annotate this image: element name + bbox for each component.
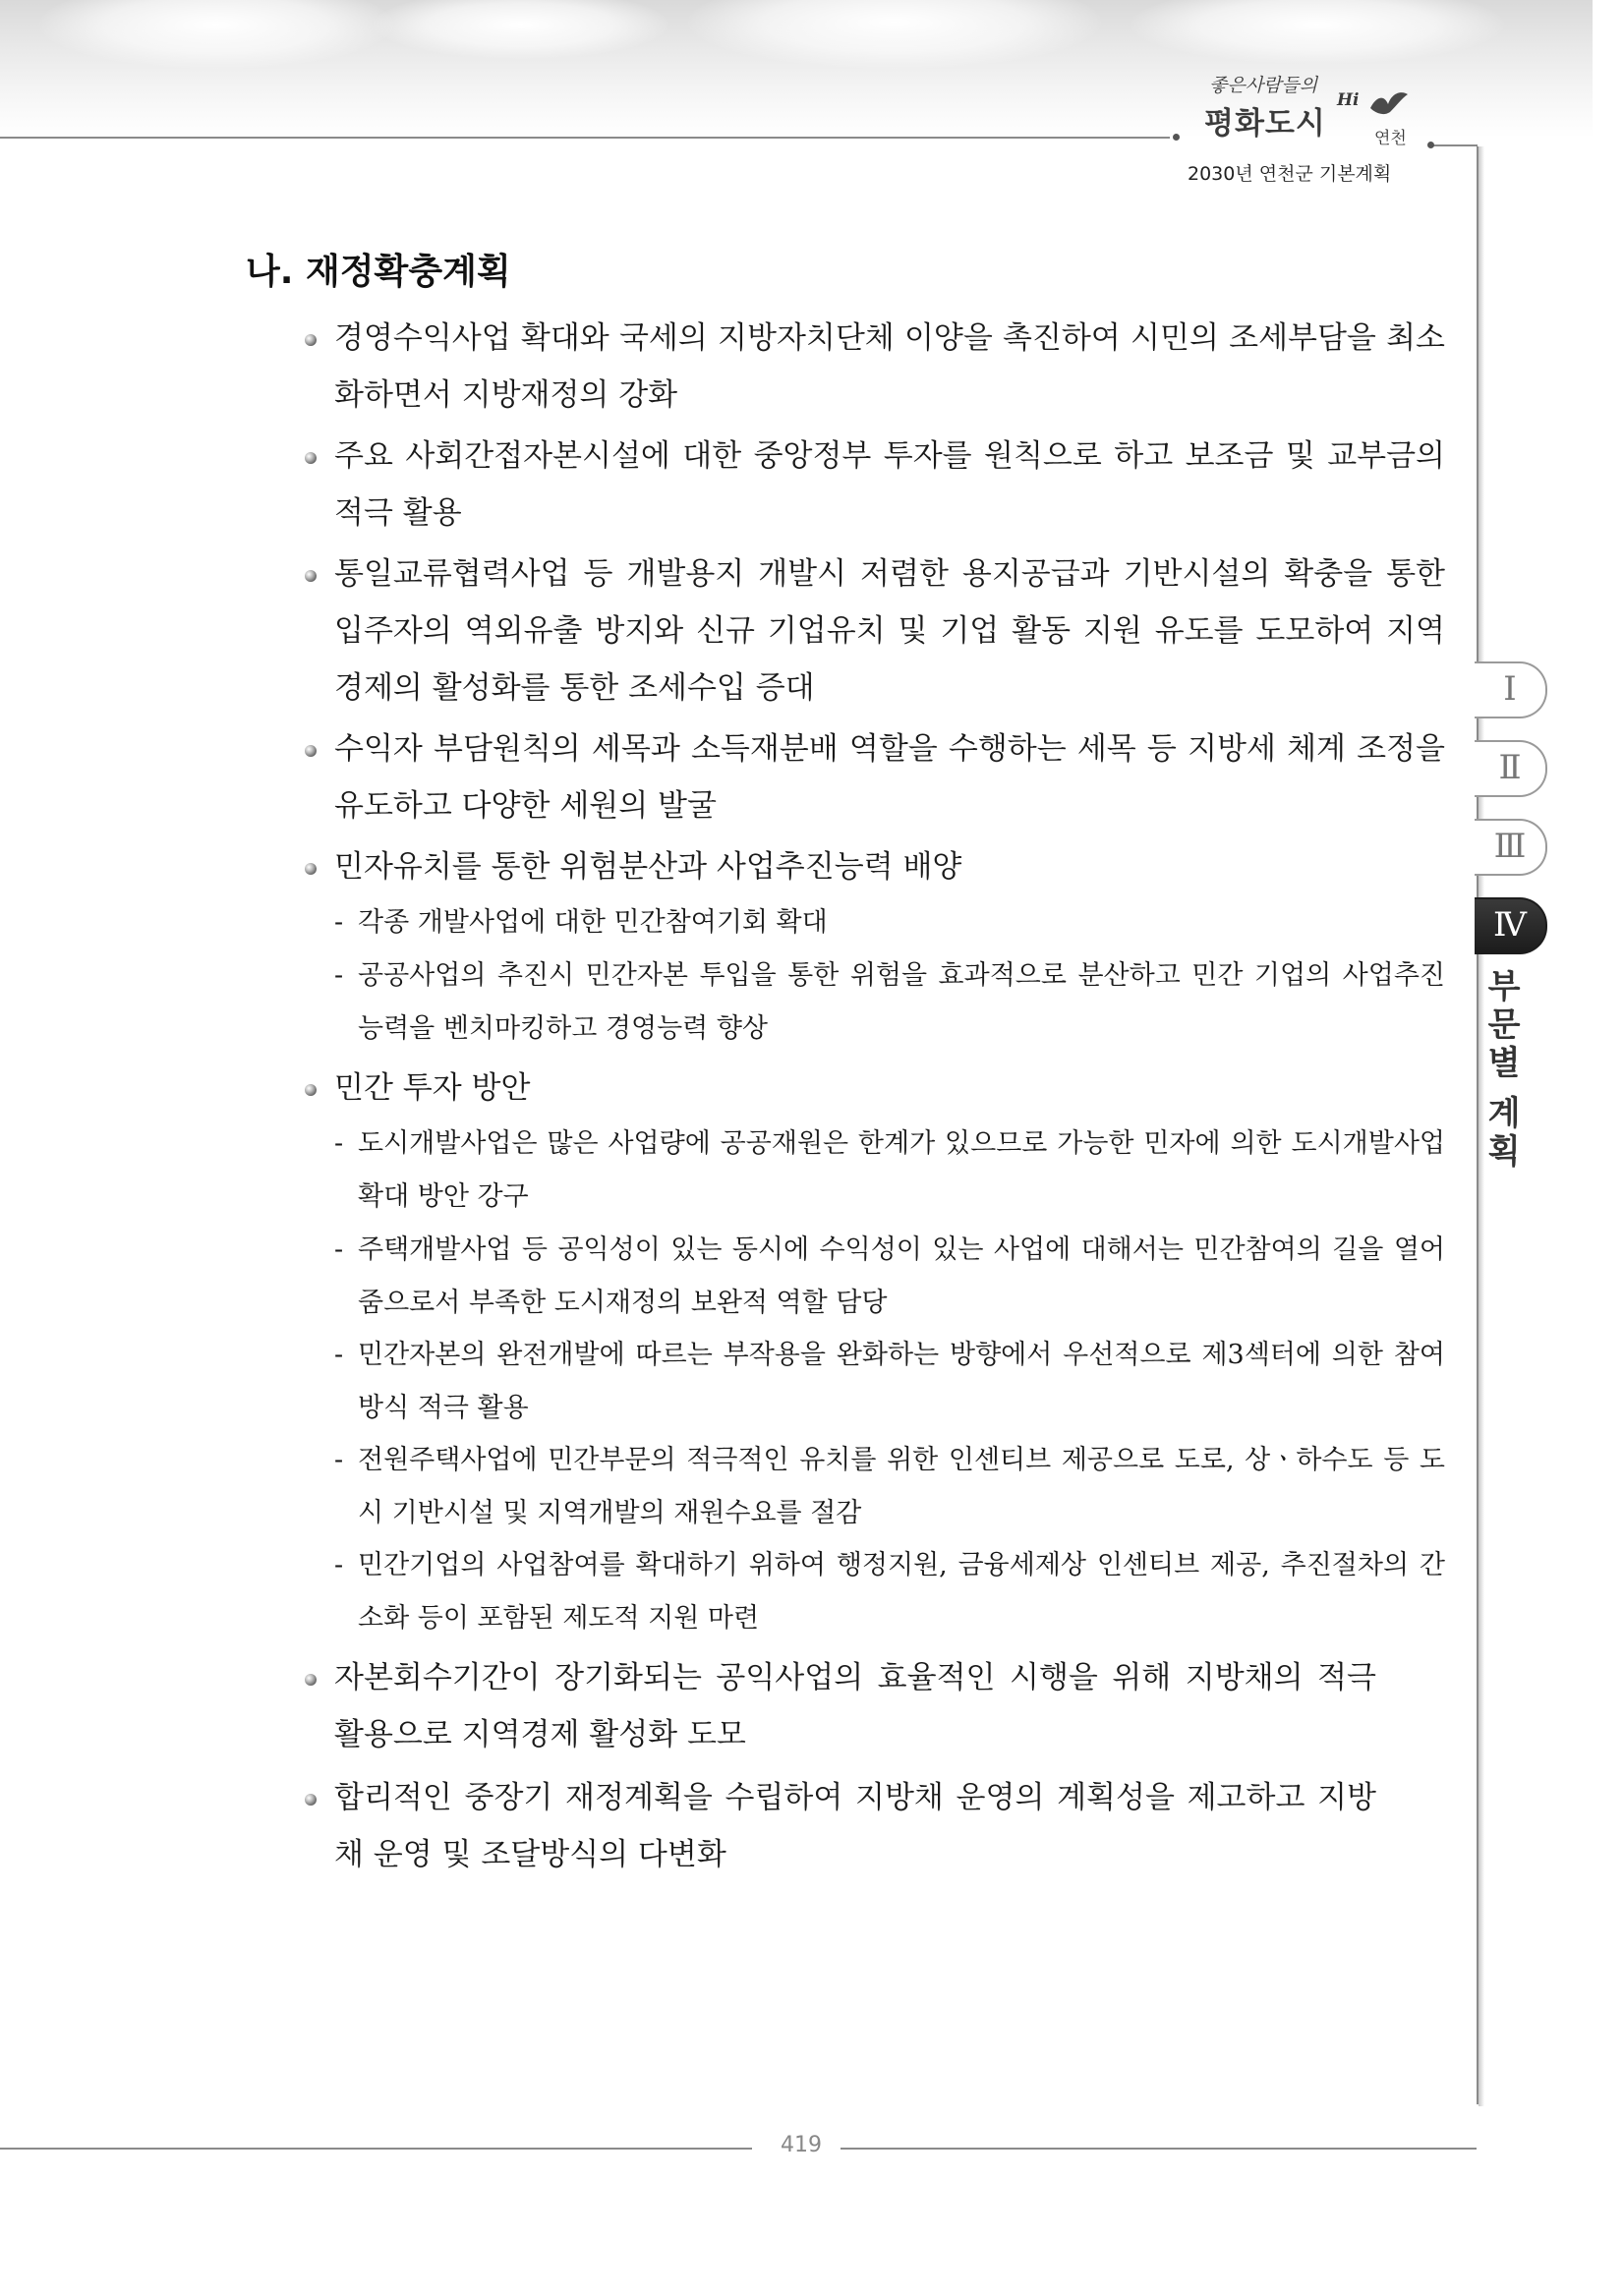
dash-item bbox=[334, 896, 1445, 949]
dash-item bbox=[334, 1224, 1445, 1330]
bullet-item bbox=[334, 1649, 1376, 1763]
dash-text: 민간기업의 사업참여를 확대하기 위하여 행정지원, 금융세제상 인센티브 제공, 추진절차의 간소화 등이 포함된 제도적 지원 마련 bbox=[358, 1550, 1445, 1634]
bullet-text: 자본회수기간이 장기화되는 공익사업의 효율적인 시행을 위해 지방채의 적극 활용으로 지역경제 활성화 도모 bbox=[334, 1660, 1376, 1752]
logo-city: 연천 bbox=[1374, 129, 1407, 148]
bullet-text: 민간 투자 방안 bbox=[334, 1070, 531, 1106]
header-rule-right bbox=[1430, 144, 1478, 146]
dash-mark: - bbox=[334, 1445, 344, 1475]
bullet-item bbox=[334, 1769, 1376, 1883]
dash-text: 각종 개발사업에 대한 민간참여기회 확대 bbox=[358, 907, 828, 938]
bullet-item bbox=[334, 838, 1445, 895]
dash-item bbox=[334, 1118, 1445, 1224]
bullet-icon bbox=[305, 745, 317, 757]
footer-rule-left bbox=[0, 2148, 752, 2150]
tab-label-char: 획 bbox=[1487, 1132, 1521, 1172]
bullet-text: 수익자 부담원칙의 세목과 소득재분배 역할을 수행하는 세목 등 지방세 체계 조정을 유도하고 다양한 세원의 발굴 bbox=[334, 731, 1445, 824]
bullet-item bbox=[334, 1060, 1445, 1117]
tab-chapter-3[interactable]: Ⅲ bbox=[1475, 819, 1547, 876]
bullet-item bbox=[334, 545, 1445, 717]
bullet-text: 합리적인 중장기 재정계획을 수립하여 지방채 운영의 계획성을 제고하고 지방채 운영 및 조달방식의 다변화 bbox=[334, 1780, 1376, 1872]
city-logo bbox=[1199, 71, 1435, 161]
bullet-text: 통일교류협력사업 등 개발용지 개발시 저렴한 용지공급과 기반시설의 확충을 통한 입주자의 역외유출 방지와 신규 기업유치 및 기업 활동 지원 유도를 도모하여 지역 경제의 활성화를 통한 조세수입 증대 bbox=[334, 556, 1445, 706]
tab-label-char: 부 bbox=[1487, 967, 1521, 1006]
bullet-item bbox=[334, 310, 1445, 424]
bullet-icon bbox=[305, 334, 317, 346]
bullet-item bbox=[334, 720, 1445, 834]
dash-item bbox=[334, 1434, 1445, 1540]
bird-icon bbox=[1366, 88, 1410, 120]
header-rule bbox=[0, 137, 1170, 139]
dash-text: 공공사업의 추진시 민간자본 투입을 통한 위험을 효과적으로 분산하고 민간 기업의 사업추진 능력을 벤치마킹하고 경영능력 향상 bbox=[358, 960, 1445, 1044]
bullet-text: 주요 사회간접자본시설에 대한 중앙정부 투자를 원칙으로 하고 보조금 및 교부금의 적극 활용 bbox=[334, 438, 1445, 531]
active-tab-label bbox=[1475, 968, 1534, 1172]
tab-chapter-2[interactable]: Ⅱ bbox=[1475, 740, 1547, 797]
logo-line1: 좋은사람들의 bbox=[1209, 75, 1318, 96]
tab-chapter-4[interactable]: Ⅳ bbox=[1475, 897, 1547, 954]
dash-item bbox=[334, 949, 1445, 1056]
footer-rule-right bbox=[841, 2148, 1477, 2150]
bullet-text: 민자유치를 통한 위험분산과 사업추진능력 배양 bbox=[334, 849, 962, 885]
dash-mark: - bbox=[334, 1234, 344, 1265]
logo-line2: 평화도시 bbox=[1204, 106, 1326, 142]
dash-text: 주택개발사업 등 공익성이 있는 동시에 수익성이 있는 사업에 대해서는 민간참여의 길을 열어 줌으로서 부족한 도시재정의 보완적 역할 담당 bbox=[358, 1234, 1445, 1318]
tab-chapter-1[interactable]: Ⅰ bbox=[1475, 661, 1547, 718]
dash-mark: - bbox=[334, 1128, 344, 1159]
dash-mark: - bbox=[334, 1340, 344, 1370]
header-dot-left bbox=[1173, 134, 1180, 141]
bullet-icon bbox=[305, 1674, 317, 1686]
bullet-icon bbox=[305, 570, 317, 582]
bullet-text: 경영수익사업 확대와 국세의 지방자치단체 이양을 촉진하여 시민의 조세부담을 최소화하면서 지방재정의 강화 bbox=[334, 320, 1445, 413]
bullet-icon bbox=[305, 452, 317, 464]
tab-label-char: 계 bbox=[1487, 1094, 1521, 1133]
dash-text: 도시개발사업은 많은 사업량에 공공재원은 한계가 있으므로 가능한 민자에 의한 도시개발사업 확대 방안 강구 bbox=[358, 1128, 1445, 1212]
dash-text: 민간자본의 완전개발에 따르는 부작용을 완화하는 방향에서 우선적으로 제3섹터에 의한 참여 방식 적극 활용 bbox=[358, 1340, 1445, 1423]
dash-text: 전원주택사업에 민간부문의 적극적인 유치를 위한 인센티브 제공으로 도로, 상ㆍ하수도 등 도시 기반시설 및 지역개발의 재원수요를 절감 bbox=[358, 1445, 1445, 1528]
document-subtitle: 2030년 연천군 기본계획 bbox=[1188, 163, 1392, 185]
tab-label-char: 별 bbox=[1487, 1044, 1521, 1083]
tab-label-char: 문 bbox=[1487, 1005, 1521, 1045]
bullet-icon bbox=[305, 1084, 317, 1096]
section-title: 나. 재정확충계획 bbox=[246, 252, 511, 292]
logo-hi: Hi bbox=[1337, 90, 1360, 110]
dash-item bbox=[334, 1329, 1445, 1435]
dash-item bbox=[334, 1539, 1445, 1645]
dash-mark: - bbox=[334, 1550, 344, 1580]
bullet-icon bbox=[305, 863, 317, 875]
bullet-icon bbox=[305, 1794, 317, 1806]
dash-mark: - bbox=[334, 907, 344, 938]
dash-mark: - bbox=[334, 960, 344, 991]
bullet-item bbox=[334, 428, 1445, 542]
page-number: 419 bbox=[781, 2133, 822, 2157]
